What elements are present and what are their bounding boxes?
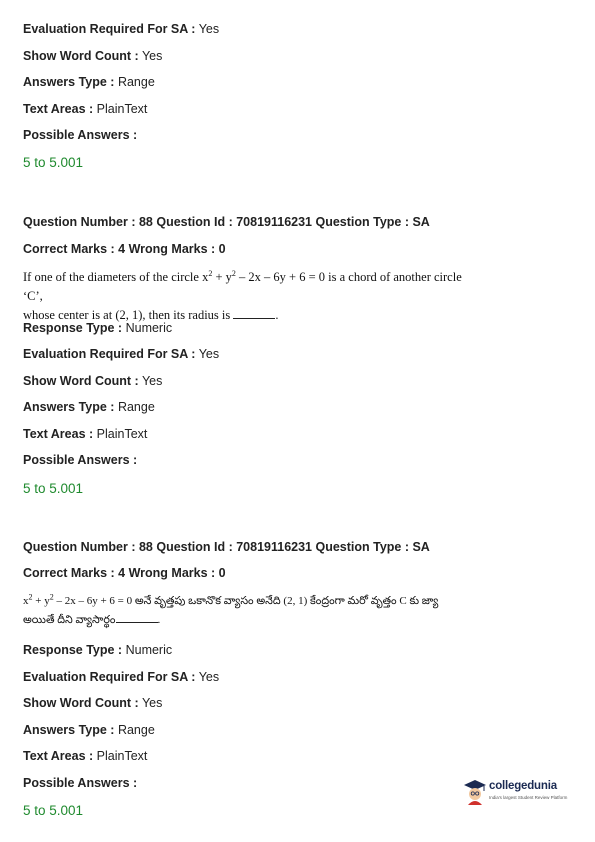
- response-type-row: Response Type : Numeric: [23, 321, 173, 335]
- answers-type-row: Answers Type : Range: [23, 723, 155, 737]
- evaluation-required-row: Evaluation Required For SA : Yes: [23, 670, 220, 684]
- possible-answer-value: 5 to 5.001: [23, 803, 84, 818]
- possible-answers-label: Possible Answers :: [23, 128, 138, 142]
- answer-blank: [233, 308, 275, 319]
- answers-type-row: Answers Type : Range: [23, 400, 155, 414]
- graduate-mascot-icon: [463, 778, 487, 806]
- question-marks: Correct Marks : 4 Wrong Marks : 0: [23, 566, 226, 580]
- text-areas-row: Text Areas : PlainText: [23, 749, 148, 763]
- evaluation-required-row: Evaluation Required For SA : Yes: [23, 347, 220, 361]
- collegedunia-logo: [463, 777, 573, 807]
- show-word-count-row: Show Word Count : Yes: [23, 49, 163, 63]
- text-areas-row: Text Areas : PlainText: [23, 102, 148, 116]
- logo-tagline: India's largest Student Review Platform: [489, 795, 568, 800]
- show-word-count-row: Show Word Count : Yes: [23, 696, 163, 710]
- response-type-row: Response Type : Numeric: [23, 643, 173, 657]
- answers-type-row: Answers Type : Range: [23, 75, 155, 89]
- question-header: Question Number : 88 Question Id : 70819116231 Question Type : SA: [23, 540, 430, 554]
- question-header: Question Number : 88 Question Id : 70819116231 Question Type : SA: [23, 215, 430, 229]
- question-marks: Correct Marks : 4 Wrong Marks : 0: [23, 242, 226, 256]
- logo-wordmark: collegedunia: [489, 780, 557, 792]
- show-word-count-row: Show Word Count : Yes: [23, 374, 163, 388]
- question-text: If one of the diameters of the circle $x^2 + y^2 - 2x - 6y + 6 = 0$ is a chord of another circle ‘C’, whose center is at (2, 1), then its radius is .: [23, 268, 462, 322]
- question-text: $x^2 + y^2 - 2x - 6y + 6 = 0$ అనే వృత్తపు ఒకానొక వ్యాసం అనేది (2, 1) కేంద్రంగా మరో వృత్తం C కు జ్యా అయితే దీని వ్యాసార్థం .: [23, 592, 439, 626]
- possible-answer-value: 5 to 5.001: [23, 481, 84, 496]
- text-areas-row: Text Areas : PlainText: [23, 427, 148, 441]
- possible-answers-label: Possible Answers :: [23, 453, 138, 467]
- possible-answers-label: Possible Answers :: [23, 776, 138, 790]
- possible-answer-value: 5 to 5.001: [23, 155, 84, 170]
- answer-blank: [116, 612, 158, 623]
- evaluation-required-row: Evaluation Required For SA : Yes: [23, 22, 220, 36]
